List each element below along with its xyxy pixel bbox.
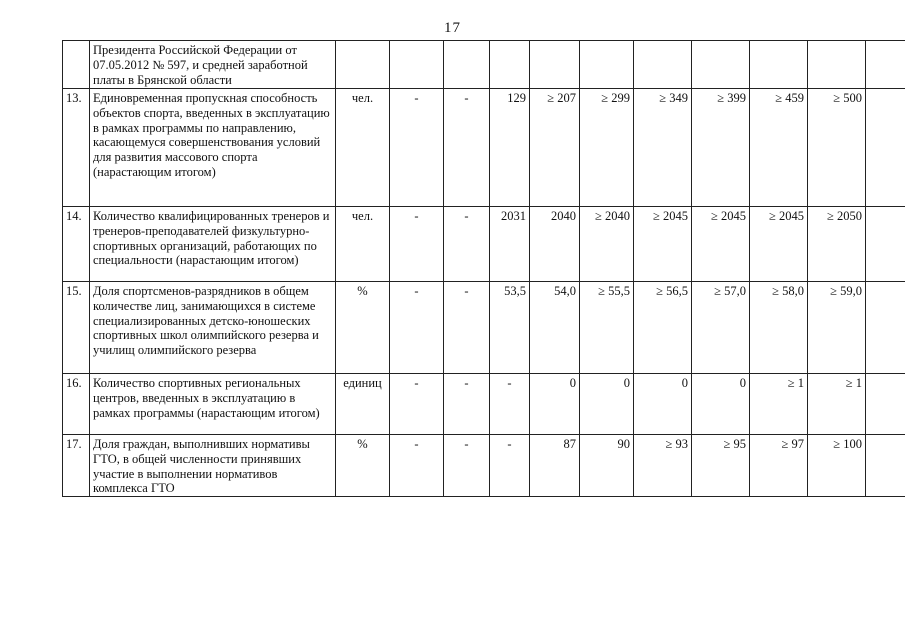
value-cell: - <box>390 207 444 282</box>
table-row <box>63 207 905 282</box>
value-cell: ≥ 2045 <box>750 207 808 282</box>
value-cell: ≥ 2045 <box>634 207 692 282</box>
value-cell: ≥ 1 <box>808 374 866 435</box>
unit-cell: чел. <box>336 207 390 282</box>
value-cell: - <box>390 89 444 207</box>
value-cell: ≥ 55,5 <box>580 282 634 374</box>
indicator-name: Президента Российской Федерации от 07.05.2012 № 597, и средней заработной платы в Брянской области <box>90 41 336 89</box>
value-cell: - <box>390 374 444 435</box>
value-cell: - <box>444 374 490 435</box>
value-cell: ≥ 399 <box>692 89 750 207</box>
value-cell: ≥ 93 <box>634 435 692 497</box>
indicator-name: Количество квалифицированных тренеров и тренеров-преподавателей физкультурно-спортивных организаций, работающих по специальности (нарастающим итогом) <box>90 207 336 282</box>
value-cell: ≥ 59,0 <box>808 282 866 374</box>
value-cell: - <box>490 435 530 497</box>
table-row <box>63 282 905 374</box>
indicators-table <box>62 40 905 497</box>
unit-cell: % <box>336 282 390 374</box>
value-cell <box>634 41 692 89</box>
value-cell <box>530 41 580 89</box>
indicator-name: Единовременная пропускная способность объектов спорта, введенных в эксплуатацию в рамках программы по направлению, касающемуся совершенствования условий для развития массового спорта (нарастающим итогом) <box>90 89 336 207</box>
table-row <box>63 435 905 497</box>
value-cell <box>390 41 444 89</box>
value-cell: - <box>444 207 490 282</box>
unit-cell: единиц <box>336 374 390 435</box>
value-cell <box>580 41 634 89</box>
value-cell: 0 <box>580 374 634 435</box>
value-cell <box>750 41 808 89</box>
value-cell <box>490 41 530 89</box>
value-cell <box>866 435 905 497</box>
value-cell <box>444 41 490 89</box>
value-cell: 0 <box>692 374 750 435</box>
value-cell: - <box>390 282 444 374</box>
indicator-name: Доля граждан, выполнивших нормативы ГТО, в общей численности принявших участие в выполнении нормативов комплекса ГТО <box>90 435 336 497</box>
value-cell: ≥ 1 <box>750 374 808 435</box>
value-cell: 54,0 <box>530 282 580 374</box>
value-cell: ≥ 349 <box>634 89 692 207</box>
value-cell <box>866 282 905 374</box>
table-row-continuation <box>63 41 905 89</box>
value-cell: 90 <box>580 435 634 497</box>
indicator-name: Доля спортсменов-разрядников в общем количестве лиц, занимающихся в системе специализированных детско-юношеских спортивных школ олимпийского резерва и училищ олимпийского резерва <box>90 282 336 374</box>
row-number: 16. <box>63 374 90 435</box>
value-cell: ≥ 56,5 <box>634 282 692 374</box>
value-cell <box>866 207 905 282</box>
unit-cell: чел. <box>336 89 390 207</box>
value-cell: 53,5 <box>490 282 530 374</box>
value-cell: ≥ 459 <box>750 89 808 207</box>
value-cell: ≥ 207 <box>530 89 580 207</box>
value-cell: - <box>444 435 490 497</box>
row-number: 14. <box>63 207 90 282</box>
value-cell: - <box>490 374 530 435</box>
value-cell: 0 <box>634 374 692 435</box>
value-cell <box>808 41 866 89</box>
row-number <box>63 41 90 89</box>
value-cell: 0 <box>530 374 580 435</box>
table-row <box>63 89 905 207</box>
value-cell: 129 <box>490 89 530 207</box>
table-body <box>63 41 905 497</box>
value-cell: 2031 <box>490 207 530 282</box>
row-number: 17. <box>63 435 90 497</box>
value-cell <box>692 41 750 89</box>
value-cell: ≥ 2040 <box>580 207 634 282</box>
value-cell: ≥ 97 <box>750 435 808 497</box>
value-cell: ≥ 2045 <box>692 207 750 282</box>
unit-cell <box>336 41 390 89</box>
value-cell: - <box>444 89 490 207</box>
value-cell: ≥ 299 <box>580 89 634 207</box>
value-cell: 87 <box>530 435 580 497</box>
value-cell <box>866 89 905 207</box>
row-number: 13. <box>63 89 90 207</box>
value-cell: ≥ 57,0 <box>692 282 750 374</box>
value-cell: 2040 <box>530 207 580 282</box>
table-row <box>63 374 905 435</box>
value-cell: ≥ 58,0 <box>750 282 808 374</box>
value-cell <box>866 374 905 435</box>
value-cell: ≥ 2050 <box>808 207 866 282</box>
unit-cell: % <box>336 435 390 497</box>
row-number: 15. <box>63 282 90 374</box>
value-cell <box>866 41 905 89</box>
page-number: 17 <box>444 20 461 36</box>
value-cell: ≥ 95 <box>692 435 750 497</box>
value-cell: ≥ 100 <box>808 435 866 497</box>
indicator-name: Количество спортивных региональных центров, введенных в эксплуатацию в рамках программы (нарастающим итогом) <box>90 374 336 435</box>
value-cell: - <box>390 435 444 497</box>
value-cell: - <box>444 282 490 374</box>
value-cell: ≥ 500 <box>808 89 866 207</box>
